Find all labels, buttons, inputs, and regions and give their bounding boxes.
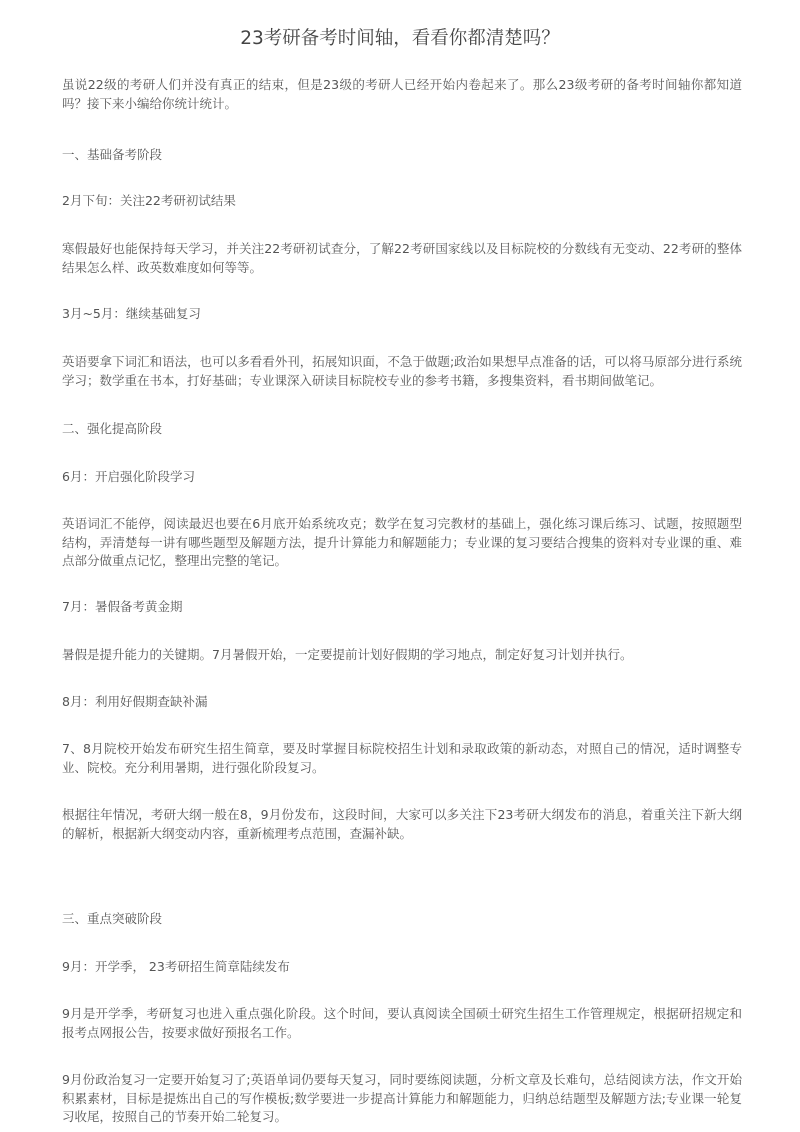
section2-heading: 二、强化提高阶段 [62,421,163,436]
section1-sub1-text: 寒假最好也能保持每天学习，并关注22考研初试查分，了解22考研国家线以及目标院校的分数线有无变动、22考研的整体结果怎么样、政英数难度如何等等。 [62,241,742,275]
section2-sub3-text2: 根据往年情况，考研大纲一般在8，9月份发布，这段时间，大家可以多关注下23考研大纲发布的消息，着重关注下新大纲的解析，根据新大纲变动内容，重新梳理考点范围，查漏补缺。 [62,807,742,841]
section1-sub2-title: 3月~5月：继续基础复习 [62,306,201,321]
intro-paragraph: 虽说22级的考研人们并没有真正的结束，但是23级的考研人已经开始内卷起来了。那么23级考研的备考时间轴你都知道吗？接下来小编给你统计统计。 [62,77,742,111]
section2-sub3-text1: 7、8月院校开始发布研究生招生简章，要及时掌握目标院校招生计划和录取政策的新动态，对照自己的情况，适时调整专业、院校。充分利用暑期，进行强化阶段复习。 [62,741,742,775]
section3-sub1-text2: 9月份政治复习一定要开始复习了;英语单词仍要每天复习，同时要练阅读题，分析文章及长难句，总结阅读方法，作文开始积累素材，目标是提炼出自己的写作模板;数学要进一步提高计算能力和解题能力，归纳总结题型及解题方法;专业课一轮复习收尾，按照自己的节奏开始二轮复习。 [62,1072,742,1124]
section1-sub1-title: 2月下旬：关注22考研初试结果 [62,193,236,208]
section2-sub1-title: 6月：开启强化阶段学习 [62,469,195,484]
section2-sub3-title: 8月：利用好假期查缺补漏 [62,694,208,709]
section2-sub1-text: 英语词汇不能停，阅读最迟也要在6月底开始系统攻克；数学在复习完教材的基础上，强化练习课后练习、试题，按照题型结构，弄清楚每一讲有哪些题型及解题方法，提升计算能力和解题能力；专业课的复习要结合搜集的资料对专业课的重、难点部分做重点记忆，整理出完整的笔记。 [62,516,742,568]
section3-heading: 三、重点突破阶段 [62,911,163,926]
section2-sub2-title: 7月：暑假备考黄金期 [62,599,183,614]
article-title: 23考研备考时间轴，看看你都清楚吗？ [240,28,560,49]
section3-sub1-title: 9月：开学季， 23考研招生简章陆续发布 [62,959,290,974]
section1-sub2-text: 英语要拿下词汇和语法，也可以多看看外刊，拓展知识面，不急于做题;政治如果想早点准备的话，可以将马原部分进行系统学习；数学重在书本，打好基础；专业课深入研读目标院校专业的参考书籍，多搜集资料，看书期间做笔记。 [62,354,742,388]
section1-heading: 一、基础备考阶段 [62,147,163,162]
section3-sub1-text1: 9月是开学季，考研复习也进入重点强化阶段。这个时间，要认真阅读全国硕士研究生招生工作管理规定，根据研招规定和报考点网报公告，按要求做好预报名工作。 [62,1006,742,1040]
section2-sub2-text: 暑假是提升能力的关键期。7月暑假开始，一定要提前计划好假期的学习地点，制定好复习计划并执行。 [62,647,633,662]
